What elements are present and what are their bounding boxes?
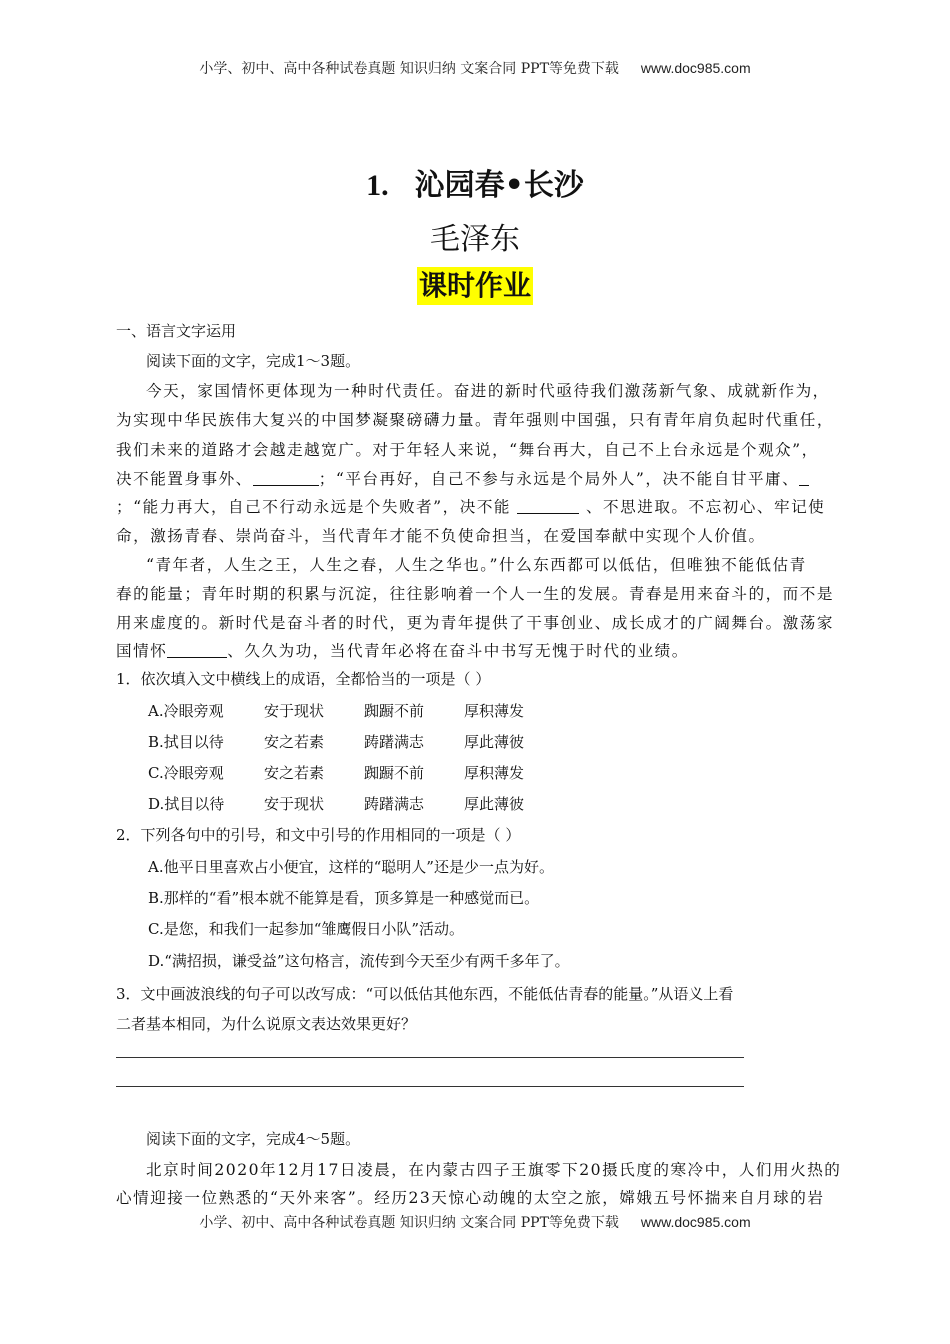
passage-line: “青年者，人生之王，人生之春，人生之华也。”什么东西都可以低估，但唯独不能低估青 [146, 556, 807, 574]
fill-blank-2[interactable] [799, 471, 809, 486]
q2-option-a[interactable]: A.他平日里喜欢占小便宜，这样的“聪明人”还是少一点为好。 [148, 858, 554, 876]
passage-line: 为实现中华民族伟大复兴的中国梦凝聚磅礴力量。青年强则中国强，只有青年肩负起时代重任， [116, 411, 834, 429]
option-cell: 安之若素 [264, 764, 325, 782]
passage-line [116, 495, 825, 517]
passage-line [116, 467, 809, 489]
option-cell: 踌躇满志 [364, 795, 425, 813]
footer-text: 小学、初中、高中各种试卷真题 知识归纳 文案合同 PPT等免费下载 [199, 1215, 619, 1231]
page-header [0, 58, 950, 78]
option-cell: D.拭目以待 [148, 795, 225, 813]
passage-fragment: 、不思进取。不忘初心、牢记使 [585, 498, 826, 516]
passage-fragment: 、久久为功，当代青年必将在奋斗中书写无愧于时代的业绩。 [227, 642, 689, 660]
fill-blank-3[interactable] [517, 499, 579, 514]
q2-option-d[interactable]: D.“满招损，谦受益”这句格言，流传到今天至少有两千多年了。 [148, 952, 570, 970]
answer-line[interactable] [116, 1086, 744, 1087]
homework-label-wrap [0, 267, 950, 305]
question-1-stem: 1．依次填入文中横线上的成语，全都恰当的一项是（ ） [116, 670, 491, 688]
option-cell: 踌躇满志 [364, 733, 425, 751]
section-heading: 一、语言文字运用 [116, 322, 237, 340]
answer-line[interactable] [116, 1057, 744, 1058]
passage-fragment: ；“能力再大，自己不行动永远是个失败者”，决不能 [116, 498, 512, 516]
passage-line: 今天，家国情怀更体现为一种时代责任。奋进的新时代亟待我们激荡新气象、成就新作为， [146, 382, 830, 400]
option-cell: 安之若素 [264, 733, 325, 751]
homework-label: 课时作业 [417, 267, 533, 305]
option-cell: 厚积薄发 [464, 764, 525, 782]
option-cell: B.拭目以待 [148, 733, 224, 751]
footer-url[interactable]: www.doc985.com [640, 1214, 751, 1230]
option-cell: 厚此薄彼 [464, 733, 525, 751]
option-cell: 厚此薄彼 [464, 795, 525, 813]
q2-option-c[interactable]: C.是您，和我们一起参加“雏鹰假日小队”活动。 [148, 920, 465, 938]
passage-line [116, 639, 689, 661]
option-cell: 安于现状 [264, 702, 325, 720]
passage-line: 心情迎接一位熟悉的“天外来客”。经历23天惊心动魄的太空之旅，嫦娥五号怀揣来自月球的岩 [116, 1189, 825, 1207]
title-text: 沁园春•长沙 [414, 168, 584, 203]
fill-blank-4[interactable] [167, 643, 227, 658]
instruction-2: 阅读下面的文字，完成4～5题。 [146, 1130, 361, 1148]
passage-line: 用来虚度的。新时代是奋斗者的时代，更为青年提供了干事创业、成长成才的广阔舞台。激荡家 [116, 614, 834, 632]
passage-line: 春的能量；青年时期的积累与沉淀，往往影响着一个人一生的发展。青春是用来奋斗的，而不是 [116, 585, 834, 603]
option-cell: 踟蹰不前 [364, 764, 425, 782]
option-cell: A.冷眼旁观 [148, 702, 224, 720]
passage-line: 我们未来的道路才会越走越宽广。对于年轻人来说，“舞台再大，自己不上台永远是个观众”， [116, 441, 819, 459]
header-text: 小学、初中、高中各种试卷真题 知识归纳 文案合同 PPT等免费下载 [199, 61, 619, 77]
q1-option-a[interactable] [148, 700, 524, 721]
instruction-1: 阅读下面的文字，完成1～3题。 [146, 352, 361, 370]
passage-line: 北京时间2020年12月17日凌晨，在内蒙古四子王旗零下20摄氏度的寒冷中，人们用火热的 [146, 1161, 842, 1179]
question-3-stem-line1: 3．文中画波浪线的句子可以改写成：“可以低估其他东西，不能低估青春的能量。”从语义上看 [116, 985, 734, 1003]
page-title [0, 160, 950, 204]
author: 毛泽东 [430, 222, 520, 257]
option-cell: 踟蹰不前 [364, 702, 425, 720]
passage-fragment: 决不能置身事外、 [116, 470, 253, 488]
q1-option-b[interactable] [148, 731, 524, 752]
page-footer [0, 1212, 950, 1232]
fill-blank-1[interactable] [253, 471, 319, 486]
option-cell: 安于现状 [264, 795, 325, 813]
title-number: 1. [366, 169, 389, 202]
question-2-stem: 2．下列各句中的引号，和文中引号的作用相同的一项是（ ） [116, 826, 521, 844]
q2-option-b[interactable]: B.那样的“看”根本就不能算是看，顶多算是一种感觉而已。 [148, 889, 540, 907]
passage-line: 命，激扬青春、崇尚奋斗，当代青年才能不负使命担当，在爱国奉献中实现个人价值。 [116, 527, 766, 545]
passage-fragment: 国情怀 [116, 642, 168, 660]
q1-option-c[interactable] [148, 762, 524, 783]
option-cell: C.冷眼旁观 [148, 764, 224, 782]
q1-option-d[interactable] [148, 793, 524, 814]
option-cell: 厚积薄发 [464, 702, 525, 720]
header-url[interactable]: www.doc985.com [640, 60, 751, 76]
question-3-stem-line2: 二者基本相同，为什么说原文表达效果更好？ [116, 1015, 417, 1033]
passage-fragment: ；“平台再好，自己不参与永远是个局外人”，决不能自甘平庸、 [318, 470, 800, 488]
